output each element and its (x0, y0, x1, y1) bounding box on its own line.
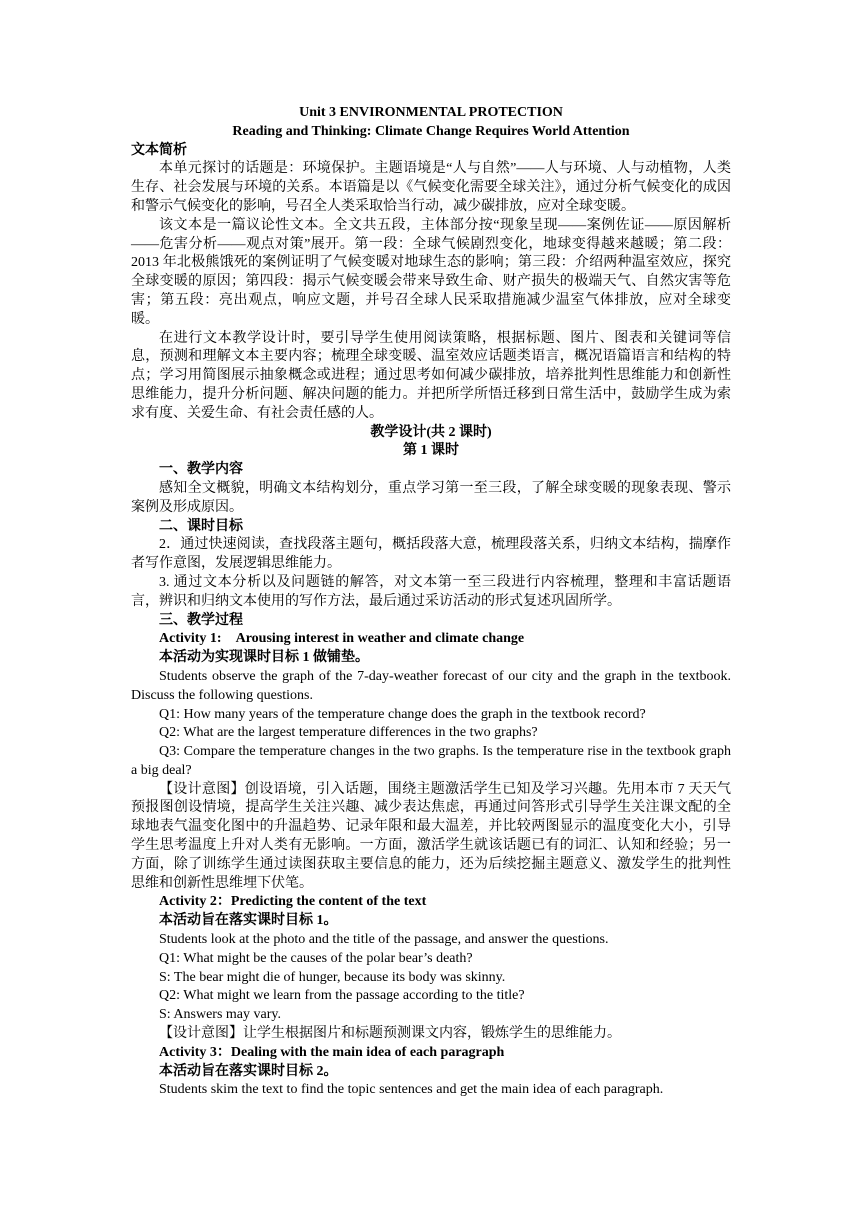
document-page (131, 104, 731, 1100)
activity-1-q2: Q2: What are the largest temperature differences in the two graphs? (159, 725, 538, 741)
activity-3-title: Activity 3：Dealing with the main idea of each paragraph (159, 1044, 505, 1060)
activity-2-a2: S: Answers may vary. (159, 1007, 281, 1023)
activity-1-intro: Students observe the graph of the 7-day-weather forecast of our city and the graph in the textbook. Discuss the following questions. (131, 668, 731, 703)
section-1-text: 感知全文概貌，明确文本结构划分，重点学习第一至三段，了解全球变暖的现象表现、警示案例及形成原因。 (131, 480, 731, 515)
lesson-title: Reading and Thinking: Climate Change Requires World Attention (232, 123, 630, 139)
activity-3-intro: Students skim the text to find the topic sentences and get the main idea of each paragraph. (159, 1082, 664, 1098)
section-2-heading: 二、课时目标 (159, 518, 243, 534)
activity-1-intent: 【设计意图】创设语境，引入话题，围绕主题激活学生已知及学习兴趣。先用本市 7 天天气预报图创设情境，提高学生关注兴趣、减少表达焦虑，再通过问答形式引导学生关注课文配的全球地表气温变化图中的升温趋势、记录年限和最大温差，并比较两图显示的温度变化大小，引导学生思考温度上升对人类有无影响。一方面，激活学生就该话题已有的词汇、认知和经验；另一方面，除了训练学生通过读图获取主要信息的能力，还为后续挖掘主题意义、激发学生的批判性思维和创新性思维埋下伏笔。 (131, 781, 731, 891)
activity-1-q3: Q3: Compare the temperature changes in the two graphs. Is the temperature rise in the textbook graph a big deal? (131, 744, 731, 778)
activity-1-title: Activity 1: Arousing interest in weather and climate change (159, 631, 525, 647)
summary-paragraph-2: 该文本是一篇议论性文本。全文共五段，主体部分按“现象呈现——案例佐证——原因解析——危害分析——观点对策”展开。第一段：全球气候剧烈变化，地球变得越来越暖；第二段：2013 年北极熊饿死的案例证明了气候变暖对地球生态的影响；第三段：介绍两种温室效应，探究全球变暖的原因；第四段：揭示气候变暖会带来导致生命、财产损失的极端天气、自然灾害等危害；第五段：亮出观点，响应文题，并号召全球人民采取措施减少温室气体排放，应对全球变暖。 (131, 217, 731, 327)
design-title: 教学设计(共 2 课时) (370, 424, 492, 440)
section-1-heading: 一、教学内容 (159, 462, 243, 478)
summary-paragraph-3: 在进行文本教学设计时，要引导学生使用阅读策略，根据标题、图片、图表和关键词等信息，预测和理解文本主要内容；梳理全球变暖、温室效应话题类语言，概况语篇语言和结构的特点；学习用简图展示抽象概念或进程；通过思考如何减少碳排放，培养批判性思维能力和创新性思维能力，提升分析问题、解决问题的能力。并把所学所悟迁移到日常生活中，鼓励学生成为索求有度、关爱生命、有社会责任感的人。 (131, 330, 731, 421)
activity-3-goal: 本活动旨在落实课时目标 2。 (159, 1063, 338, 1079)
summary-heading: 文本简析 (131, 142, 187, 158)
goal-2-text: 2．通过快速阅读，查找段落主题句，概括段落大意，梳理段落关系，归纳文本结构，揣摩作者写作意图，发展逻辑思维能力。 (131, 537, 731, 572)
section-3-heading: 三、教学过程 (159, 612, 243, 628)
summary-paragraph-1: 本单元探讨的话题是：环境保护。主题语境是“人与自然”——人与环境、人与动植物，人类生存、社会发展与环境的关系。本语篇是以《气候变化需要全球关注》，通过分析气候变化的成因和警示气候变化的影响，号召全人类采取恰当行动，减少碳排放，应对全球变暖。 (131, 161, 731, 214)
activity-2-title: Activity 2：Predicting the content of the text (159, 894, 427, 910)
activity-1-goal: 本活动为实现课时目标 1 做铺垫。 (159, 650, 369, 666)
activity-2-q2: Q2: What might we learn from the passage according to the title? (159, 988, 525, 1004)
activity-2-intro: Students look at the photo and the title of the passage, and answer the questions. (159, 932, 609, 948)
activity-1-q1: Q1: How many years of the temperature change does the graph in the textbook record? (159, 706, 646, 722)
activity-2-a1: S: The bear might die of hunger, because its body was skinny. (159, 969, 506, 985)
activity-2-goal: 本活动旨在落实课时目标 1。 (159, 913, 338, 929)
lesson-number: 第 1 课时 (403, 443, 459, 459)
goal-3-text: 3. 通过文本分析以及问题链的解答，对文本第一至三段进行内容梳理，整理和丰富话题语言，辨识和归纳文本使用的写作方法，最后通过采访活动的形式复述巩固所学。 (131, 574, 731, 609)
unit-title: Unit 3 ENVIRONMENTAL PROTECTION (299, 105, 563, 120)
activity-2-q1: Q1: What might be the causes of the polar bear’s death? (159, 950, 473, 966)
activity-2-intent: 【设计意图】让学生根据图片和标题预测课文内容，锻炼学生的思维能力。 (159, 1026, 621, 1042)
